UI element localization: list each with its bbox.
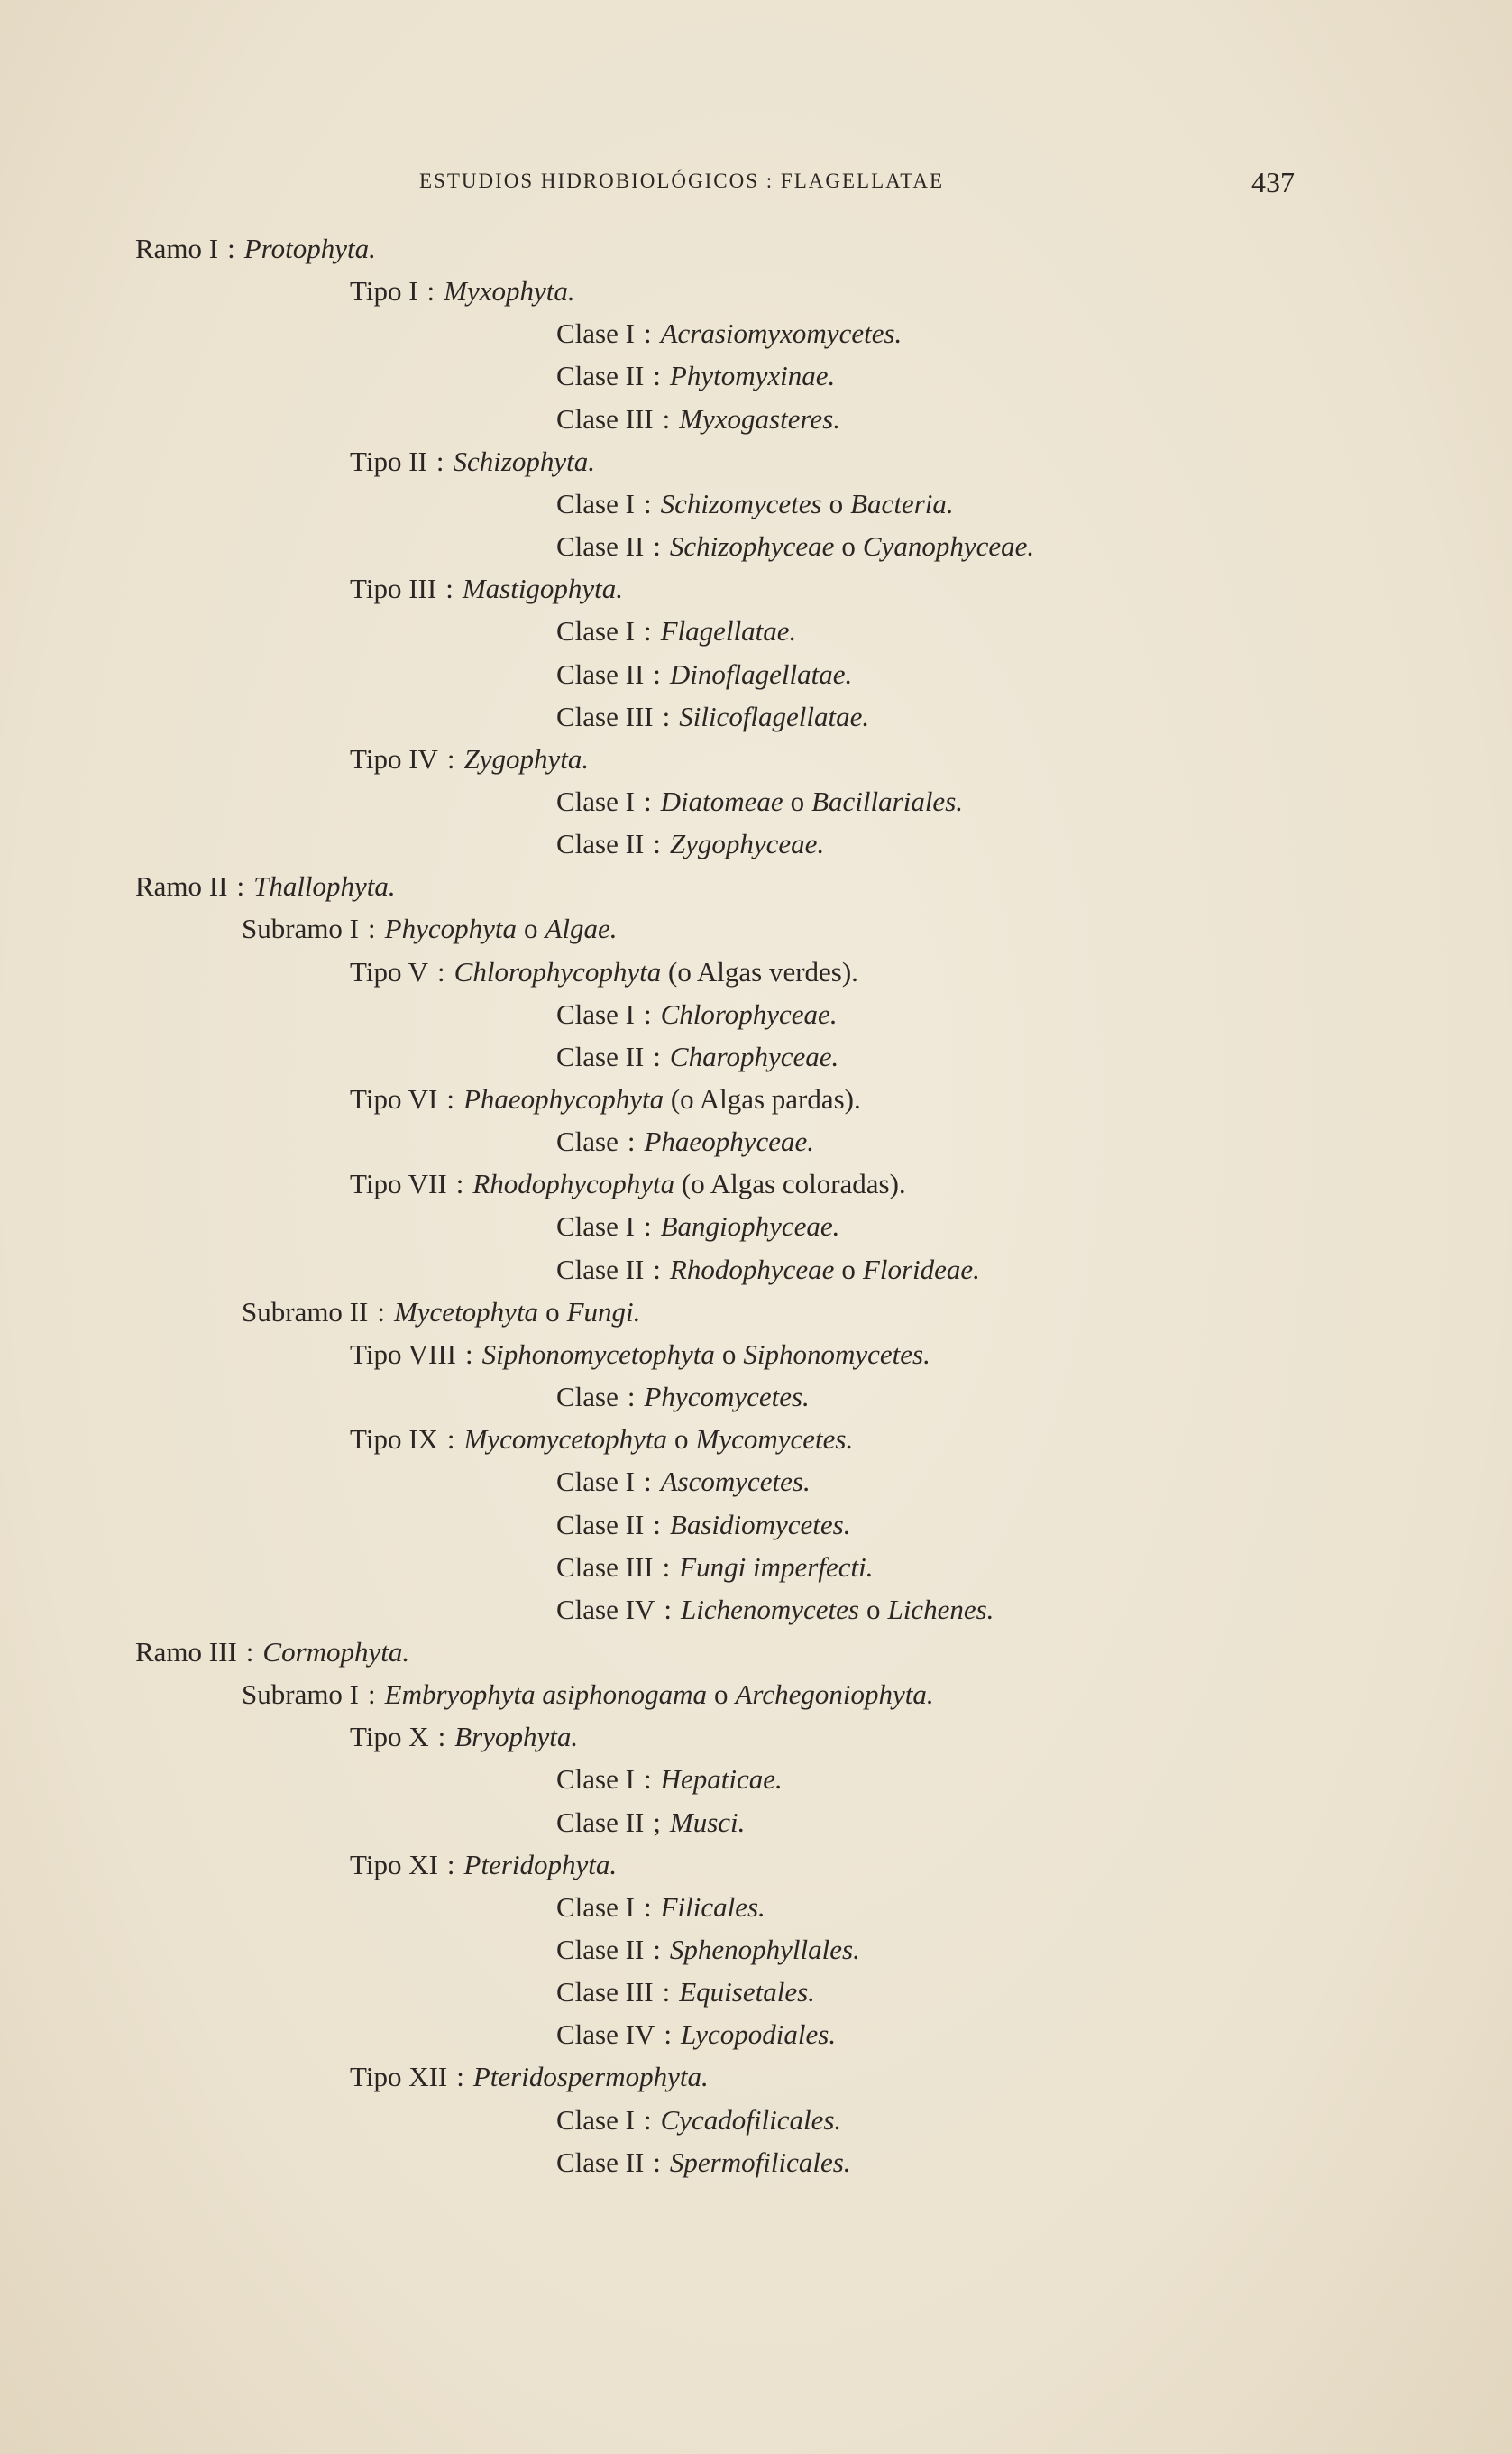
entry-rank-label: Clase II	[556, 1806, 645, 1838]
entry-separator: :	[643, 317, 652, 349]
entry-synonym-name: Archegoniophyta.	[735, 1678, 934, 1710]
entry-rank-label: Tipo III	[350, 573, 437, 604]
entry-rank-label: Tipo VII	[350, 1168, 447, 1199]
entry-separator: :	[653, 360, 661, 391]
classification-entry	[556, 1379, 810, 1415]
entry-taxon-name: Equisetales.	[679, 1976, 815, 2008]
entry-rank-label: Subramo II	[242, 1296, 369, 1328]
entry-separator: :	[662, 1976, 671, 2008]
entry-taxon-name: Rhodophycophyta	[472, 1168, 675, 1199]
entry-taxon-name: Phytomyxinae.	[669, 360, 836, 391]
classification-entry	[350, 1421, 853, 1457]
entry-separator: :	[368, 1678, 376, 1710]
entry-separator: :	[377, 1296, 385, 1328]
entry-conjunction: o	[866, 1594, 881, 1625]
entry-taxon-name: Cycadofilicales.	[660, 2104, 842, 2136]
entry-separator: :	[368, 913, 376, 944]
entry-separator: :	[437, 1721, 446, 1752]
entry-separator: :	[653, 1934, 661, 1965]
entry-taxon-name: Filicales.	[660, 1891, 765, 1923]
entry-rank-label: Tipo I	[350, 275, 418, 307]
classification-entry	[556, 1252, 980, 1288]
entry-conjunction: o	[829, 488, 844, 519]
entry-rank-label: Clase I	[556, 1763, 635, 1795]
entry-separator: :	[662, 701, 671, 732]
page-number: 437	[1251, 166, 1295, 198]
entry-separator: :	[643, 1891, 652, 1923]
entry-separator: :	[445, 573, 454, 604]
entry-conjunction: o	[523, 913, 538, 944]
entry-rank-label: Tipo II	[350, 446, 427, 477]
entry-separator: :	[627, 1126, 636, 1157]
classification-entry	[350, 1166, 906, 1202]
entry-separator: :	[446, 1849, 455, 1880]
entry-taxon-name: Zygophyceae.	[669, 828, 825, 859]
classification-entry	[350, 273, 575, 309]
entry-taxon-name: Pteridospermophyta.	[472, 2061, 709, 2092]
entry-rank-label: Clase III	[556, 1551, 654, 1583]
entry-separator: :	[643, 1763, 652, 1795]
entry-rank-label: Tipo VI	[350, 1083, 438, 1115]
classification-entry	[350, 954, 858, 990]
entry-separator: :	[643, 1210, 652, 1242]
entry-conjunction: o	[790, 786, 805, 817]
entry-taxon-name: Basidiomycetes.	[669, 1509, 851, 1540]
entry-rank-label: Tipo XII	[350, 2061, 448, 2092]
entry-taxon-name: Schizophyceae	[669, 530, 835, 562]
classification-entry	[556, 2102, 841, 2138]
entry-taxon-name: Siphonomycetophyta	[481, 1338, 715, 1370]
entry-taxon-name: Bangiophyceae.	[660, 1210, 840, 1242]
classification-entry	[556, 784, 963, 820]
entry-rank-label: Clase II	[556, 1254, 645, 1285]
classification-entry	[556, 401, 840, 437]
classification-entry	[556, 657, 852, 693]
entry-taxon-name: Phycophyta	[384, 913, 517, 944]
entry-conjunction: o	[545, 1296, 560, 1328]
entry-separator: :	[653, 828, 661, 859]
entry-rank-label: Clase I	[556, 317, 635, 349]
running-head: ESTUDIOS HIDROBIOLÓGICOS : FLAGELLATAE	[419, 170, 945, 192]
entry-conjunction: o	[841, 1254, 856, 1285]
entry-separator: :	[653, 658, 661, 690]
classification-entry	[350, 444, 595, 480]
entry-separator: :	[643, 1466, 652, 1497]
entry-taxon-name: Lycopodiales.	[680, 2018, 837, 2050]
entry-synonym-name: Siphonomycetes.	[743, 1338, 930, 1370]
classification-entry	[556, 1124, 814, 1160]
entry-rank-label: Clase III	[556, 1976, 654, 2008]
classification-entry	[556, 1464, 811, 1500]
entry-rank-label: Clase I	[556, 998, 635, 1030]
entry-rank-label: Clase I	[556, 2104, 635, 2136]
entry-taxon-name: Dinoflagellatae.	[669, 658, 853, 690]
entry-separator: :	[437, 956, 445, 988]
classification-entry	[556, 316, 902, 352]
entry-taxon-name: Fungi imperfecti.	[679, 1551, 874, 1583]
entry-separator: :	[245, 1636, 254, 1668]
entry-separator: :	[627, 1381, 636, 1412]
entry-taxon-name: Ascomycetes.	[660, 1466, 811, 1497]
entry-separator: :	[456, 2061, 464, 2092]
entry-taxon-name: Mastigophyta.	[462, 573, 624, 604]
entry-synonym-name: Lichenes.	[887, 1594, 994, 1625]
entry-separator: :	[643, 488, 652, 519]
entry-synonym-name: Florideae.	[862, 1254, 980, 1285]
classification-entry	[556, 997, 838, 1033]
entry-separator: :	[426, 275, 435, 307]
entry-taxon-name: Diatomeae	[660, 786, 783, 817]
entry-separator: :	[455, 1168, 464, 1199]
entry-separator: :	[465, 1338, 473, 1370]
entry-rank-label: Clase III	[556, 701, 654, 732]
classification-entry	[350, 1081, 861, 1117]
entry-taxon-name: Hepaticae.	[660, 1763, 783, 1795]
entry-separator: :	[664, 1594, 672, 1625]
entry-rank-label: Subramo I	[242, 913, 360, 944]
entry-rank-label: Clase II	[556, 360, 645, 391]
entry-taxon-name: Silicoflagellatae.	[679, 701, 870, 732]
classification-entry	[556, 1039, 838, 1075]
classification-entry	[556, 1592, 994, 1628]
entry-taxon-name: Mycetophyta	[393, 1296, 539, 1328]
classification-entry	[556, 486, 954, 522]
classification-entry	[556, 1932, 860, 1968]
entry-rank-label: Tipo IX	[350, 1423, 438, 1455]
entry-separator: :	[653, 1041, 661, 1072]
entry-separator: :	[446, 1083, 454, 1115]
entry-taxon-name: Zygophyta.	[463, 743, 590, 775]
classification-entry	[556, 1209, 839, 1245]
classification-entry	[556, 2017, 836, 2053]
entry-taxon-name: Musci.	[669, 1806, 746, 1838]
entry-rank-label: Clase I	[556, 1891, 635, 1923]
entry-rank-label: Clase IV	[556, 1594, 655, 1625]
entry-separator: :	[643, 998, 652, 1030]
entry-separator: :	[662, 1551, 671, 1583]
entry-rank-label: Clase IV	[556, 2018, 655, 2050]
entry-synonym-name: Mycomycetes.	[695, 1423, 854, 1455]
entry-separator: :	[446, 1423, 455, 1455]
entry-taxon-name: Pteridophyta.	[463, 1849, 618, 1880]
classification-entry	[242, 911, 618, 947]
classification-entry	[556, 1507, 850, 1543]
entry-common-name-note: (o Algas verdes).	[668, 956, 858, 988]
entry-rank-label: Clase II	[556, 1934, 645, 1965]
entry-taxon-name: Rhodophyceae	[669, 1254, 835, 1285]
entry-taxon-name: Schizophyta.	[453, 446, 596, 477]
classification-entry	[556, 1761, 783, 1797]
entry-taxon-name: Myxogasteres.	[679, 403, 840, 435]
entry-taxon-name: Embryophyta asiphonogama	[384, 1678, 707, 1710]
entry-rank-label: Clase I	[556, 488, 635, 519]
classification-entry	[350, 741, 589, 777]
entry-separator: :	[236, 870, 245, 902]
entry-rank-label: Tipo VIII	[350, 1338, 457, 1370]
entry-conjunction: o	[713, 1678, 729, 1710]
entry-rank-label: Clase I	[556, 1466, 635, 1497]
entry-taxon-name: Protophyta.	[243, 233, 376, 264]
classification-entry	[556, 1889, 765, 1926]
classification-entry	[556, 613, 796, 649]
entry-taxon-name: Phaeophycophyta	[463, 1083, 664, 1115]
entry-rank-label: Clase III	[556, 403, 654, 435]
classification-entry	[350, 1847, 617, 1883]
classification-entry	[556, 699, 869, 735]
classification-entry	[350, 2059, 709, 2095]
entry-taxon-name: Chlorophycophyta	[454, 956, 662, 988]
classification-entry	[135, 1634, 409, 1670]
entry-taxon-name: Lichenomycetes	[680, 1594, 859, 1625]
entry-rank-label: Clase II	[556, 658, 645, 690]
entry-rank-label: Ramo II	[135, 870, 228, 902]
entry-rank-label: Clase II	[556, 828, 645, 859]
entry-rank-label: Ramo III	[135, 1636, 237, 1668]
entry-taxon-name: Phaeophyceae.	[644, 1126, 814, 1157]
classification-entry	[556, 528, 1034, 565]
entry-taxon-name: Charophyceae.	[669, 1041, 839, 1072]
entry-rank-label: Clase II	[556, 2146, 645, 2178]
entry-conjunction: o	[674, 1423, 689, 1455]
entry-rank-label: Clase I	[556, 1210, 635, 1242]
entry-synonym-name: Bacteria.	[850, 488, 954, 519]
entry-conjunction: o	[841, 530, 856, 562]
classification-entry	[135, 231, 376, 267]
entry-rank-label: Tipo IV	[350, 743, 438, 775]
entry-separator: :	[653, 530, 661, 562]
classification-entry	[556, 826, 824, 862]
entry-taxon-name: Chlorophyceae.	[660, 998, 838, 1030]
entry-separator: :	[643, 615, 652, 647]
entry-separator: :	[662, 403, 671, 435]
classification-entry	[556, 2145, 851, 2181]
entry-synonym-name: Cyanophyceae.	[862, 530, 1035, 562]
entry-taxon-name: Phycomycetes.	[644, 1381, 810, 1412]
entry-rank-label: Clase II	[556, 1041, 645, 1072]
classification-entry	[350, 1719, 578, 1755]
entry-taxon-name: Bryophyta.	[454, 1721, 579, 1752]
entry-common-name-note: (o Algas pardas).	[670, 1083, 861, 1115]
classification-entry	[556, 1805, 745, 1841]
entry-synonym-name: Bacillariales.	[811, 786, 964, 817]
entry-separator: :	[446, 743, 455, 775]
entry-taxon-name: Mycomycetophyta	[463, 1423, 668, 1455]
classification-entry	[242, 1294, 640, 1330]
entry-rank-label: Tipo XI	[350, 1849, 438, 1880]
entry-rank-label: Ramo I	[135, 233, 219, 264]
entry-separator: :	[653, 1509, 661, 1540]
entry-rank-label: Clase II	[556, 1509, 645, 1540]
entry-taxon-name: Flagellatae.	[660, 615, 797, 647]
entry-taxon-name: Acrasiomyxomycetes.	[660, 317, 903, 349]
entry-taxon-name: Cormophyta.	[262, 1636, 410, 1668]
entry-separator: :	[664, 2018, 672, 2050]
classification-entry	[350, 1337, 930, 1373]
classification-entry	[135, 869, 396, 905]
entry-rank-label: Clase II	[556, 530, 645, 562]
entry-separator: :	[653, 1254, 661, 1285]
classification-entry	[350, 571, 623, 607]
classification-entry	[556, 1974, 815, 2010]
classification-entry	[242, 1677, 934, 1713]
entry-taxon-name: Sphenophyllales.	[669, 1934, 860, 1965]
entry-rank-label: Clase I	[556, 615, 635, 647]
entry-separator: :	[643, 2104, 652, 2136]
entry-conjunction: o	[721, 1338, 737, 1370]
entry-separator: ;	[653, 1806, 661, 1838]
entry-separator: :	[227, 233, 235, 264]
entry-taxon-name: Thallophyta.	[253, 870, 396, 902]
classification-entry	[556, 358, 835, 394]
entry-taxon-name: Schizomycetes	[660, 488, 822, 519]
entry-rank-label: Tipo X	[350, 1721, 429, 1752]
entry-synonym-name: Fungi.	[566, 1296, 641, 1328]
entry-separator: :	[435, 446, 444, 477]
entry-rank-label: Tipo V	[350, 956, 429, 988]
classification-entry	[556, 1549, 873, 1585]
entry-rank-label: Clase I	[556, 786, 635, 817]
entry-taxon-name: Myxophyta.	[444, 275, 575, 307]
entry-taxon-name: Spermofilicales.	[669, 2146, 851, 2178]
entry-rank-label: Subramo I	[242, 1678, 360, 1710]
entry-rank-label: Clase	[556, 1381, 619, 1412]
entry-synonym-name: Algae.	[545, 913, 618, 944]
entry-separator: :	[643, 786, 652, 817]
entry-common-name-note: (o Algas coloradas).	[681, 1168, 906, 1199]
entry-separator: :	[653, 2146, 661, 2178]
entry-rank-label: Clase	[556, 1126, 619, 1157]
